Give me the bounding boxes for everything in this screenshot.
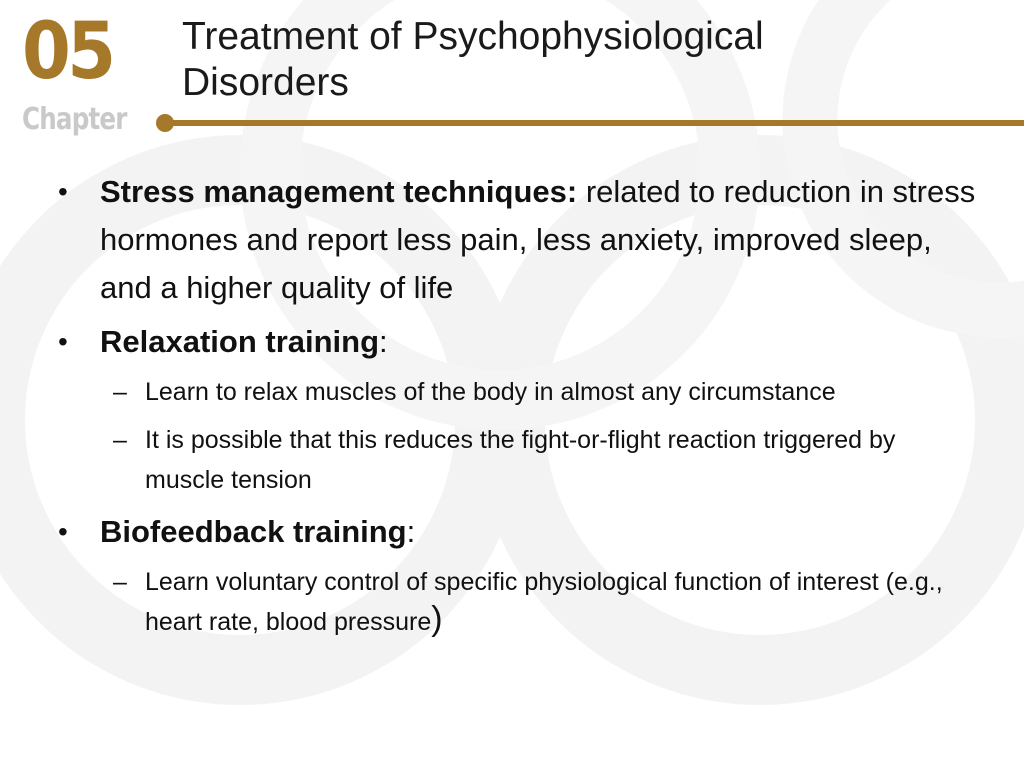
chapter-number: 05 bbox=[22, 7, 113, 97]
bullet-marker: • bbox=[58, 176, 68, 207]
bullet-text: : bbox=[379, 324, 388, 359]
dash-marker: – bbox=[113, 568, 127, 596]
bullet-relaxation-training bbox=[58, 318, 978, 366]
bullet-heading: Biofeedback training bbox=[100, 514, 407, 549]
chapter-badge bbox=[18, 4, 148, 144]
bullet-stress-management bbox=[58, 168, 978, 312]
sub-bullet-text: Learn voluntary control of specific physiological function of interest (e.g., heart rate, blood pressure bbox=[145, 568, 943, 636]
sub-bullet-voluntary-control bbox=[58, 562, 978, 642]
sub-bullet-text: Learn to relax muscles of the body in almost any circumstance bbox=[145, 378, 836, 406]
bullet-text: related to reduction in stress hormones and report less pain, less anxiety, improved sleep, and a higher quality of life bbox=[100, 174, 976, 305]
bullet-marker: • bbox=[58, 516, 68, 547]
slide-title-line-2: Disorders bbox=[182, 61, 349, 104]
title-underline-dot bbox=[156, 114, 174, 132]
dash-marker: – bbox=[113, 378, 127, 406]
slide-title-line-1: Treatment of Psychophysiological bbox=[182, 15, 764, 58]
title-underline-bar bbox=[165, 120, 1024, 126]
bullet-marker: • bbox=[58, 326, 68, 357]
dash-marker: – bbox=[113, 426, 127, 454]
closing-parenthesis: ) bbox=[431, 600, 443, 638]
sub-bullet-relax-muscles bbox=[58, 372, 978, 412]
bullet-biofeedback-training bbox=[58, 508, 978, 556]
bullet-text: : bbox=[406, 514, 416, 549]
sub-bullet-text: It is possible that this reduces the fight-or-flight reaction triggered by muscle tension bbox=[145, 426, 896, 494]
title-underline bbox=[156, 114, 1024, 132]
slide-body bbox=[58, 168, 978, 650]
slide-title bbox=[182, 14, 982, 106]
chapter-label: Chapter bbox=[22, 102, 127, 137]
sub-bullet-fight-or-flight bbox=[58, 420, 978, 500]
bullet-heading: Stress management techniques: bbox=[100, 174, 578, 209]
bullet-heading: Relaxation training bbox=[100, 324, 380, 359]
